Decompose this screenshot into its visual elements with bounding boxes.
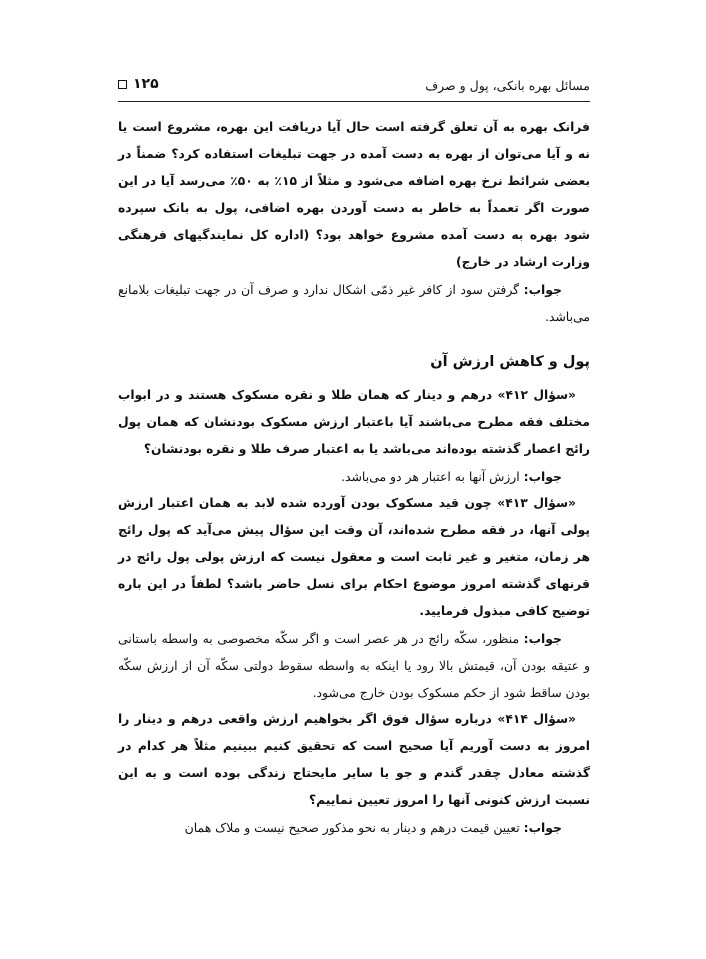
answer-413 [118,625,590,706]
question-text: درباره سؤال فوق اگر بخواهیم ارزش واقعی درهم و دینار را امروز به دست آوریم آیا صحیح است که تحقیق کنیم ببینیم مثلاً هر کدام در گذشته معادل چقدر گندم و جو یا سایر مایحتاج زندگی بوده است و به این نسبت ارزش کنونی آنها را امروز تعیین نماییم؟ [118,712,590,807]
section-title: پول و کاهش ارزش آن [430,354,590,370]
square-ornament-icon [118,80,127,89]
question-label: «سؤال ۴۱۴» [497,712,576,726]
question-continuation: فرانک بهره به آن تعلق گرفته است حال آیا دریافت این بهره، مشروع است یا نه و آیا می‌توان از بهره به دست آمده در جهت تبلیغات استفاده کرد؟ ضمناً در بعضی شرائط نرخ بهره اضافه می‌شود و مثلاً از ۱۵٪ به ۵۰٪ می‌رسد آیا در این صورت اگر تعمداً به خاطر به دست آوردن بهره اضافی، پول به بانک سپرده شود بهره به دست آمده مشروع خواهد بود؟ (اداره کل نمایندگیهای فرهنگی وزارت ارشاد در خارج) [118,120,590,269]
answer-text: منظور، سکّه رائج در هر عصر است و اگر سکّه مخصوصی به واسطه باستانی و عتیقه بودن آن، قیمتش بالا رود یا اینکه به واسطه سقوط دولتی سکّه آن از ارزش سکّه بودن ساقط شود از حکم مسکوک بودن خارج می‌شود. [118,631,590,700]
page-number-block [118,76,159,92]
page-body [118,114,590,841]
page-number: ۱۲۵ [133,76,159,92]
question-413 [118,490,590,625]
answer-text: تعیین قیمت درهم و دینار به نحو مذکور صحیح نیست و ملاک همان [184,820,524,835]
answer-414 [118,814,590,841]
running-title: مسائل بهره بانکی، پول و صرف [425,78,590,93]
question-414 [118,706,590,814]
answer-412 [118,463,590,490]
answer-label: جواب: [523,820,562,835]
page-header [118,76,590,98]
question-label: «سؤال ۴۱۲» [497,388,576,402]
answer-text: ارزش آنها به اعتبار هر دو می‌باشد. [341,469,524,484]
question-412 [118,382,590,463]
question-label: «سؤال ۴۱۳» [497,496,576,510]
header-divider [118,101,590,102]
answer-label: جواب: [523,282,562,297]
answer-label: جواب: [523,469,562,484]
answer-paragraph [118,276,590,330]
question-text: چون قید مسکوک بودن آورده شده لابد به همان اعتبار ارزش پولی آنها، در فقه مطرح شده‌اند، آن وقت این سؤال پیش می‌آید که پول رائج هر زمان، متغیر و غیر ثابت است و معقول نیست که ارزش پولی پول رائج در قرنهای گذشته امروز موضوع احکام برای نسل حاضر باشد؟ لطفاً در این باره توضیح کافی مبذول فرمایید. [118,496,590,618]
question-text: درهم و دینار که همان طلا و نقره مسکوک هستند و در ابواب مختلف فقه مطرح می‌باشند آیا باعتبار ارزش مسکوک بودنشان که همان پول رائج اعصار گذشته بوده‌اند می‌باشد یا به اعتبار صرف طلا و نقره بودنشان؟ [118,388,590,456]
answer-text: گرفتن سود از کافر غیر ذمّی اشکال ندارد و صرف آن در جهت تبلیغات بلامانع می‌باشد. [118,282,590,324]
answer-label: جواب: [523,631,562,646]
